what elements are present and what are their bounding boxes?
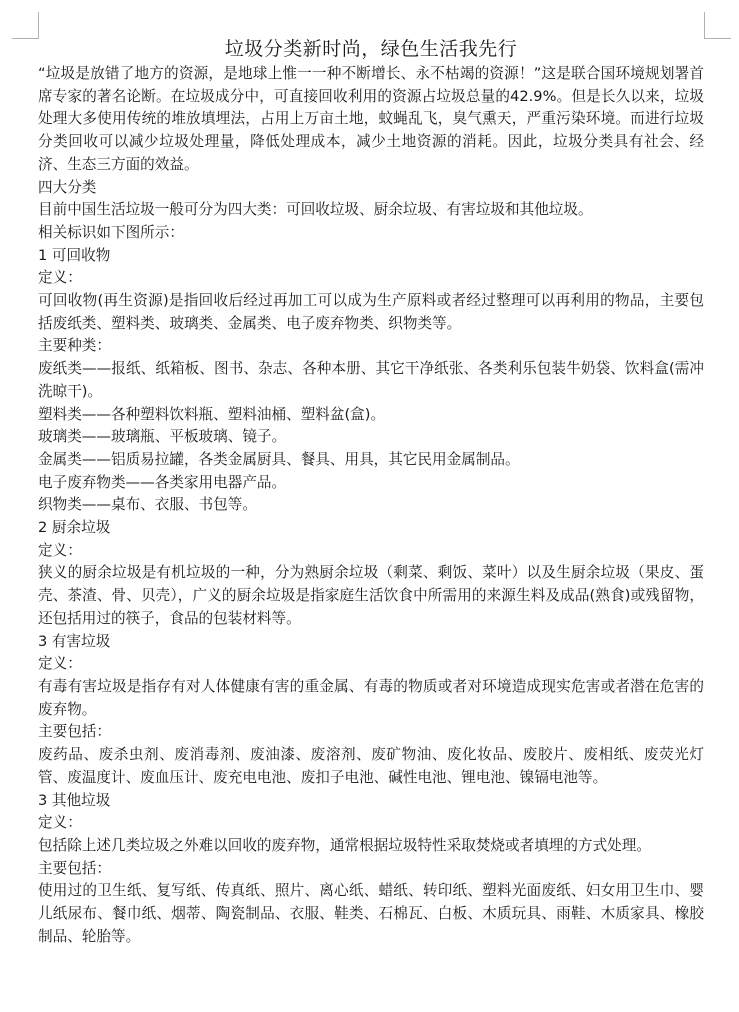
heading-other-waste: 3 其他垃圾 [38,791,111,809]
heading-kitchen-waste: 2 厨余垃圾 [38,519,111,537]
definition-label: 定义： [38,269,82,287]
intro-paragraph: “垃圾是放错了地方的资源，是地球上惟一一种不断增长、永不枯竭的资源！”这是联合国环境规划署首席专家的著名论断。在垃圾成分中，可直接回收利用的资源占垃圾总量的42.9%。但是长久以来，垃圾处理大多使用传统的堆放填埋法，占用上万亩土地，蚊蝇乱飞，臭气熏天，严重污染环境。而进行垃圾分类回收可以减少垃圾处理量，降低处理成本，减少土地资源的消耗。因此，垃圾分类具有社会、经济、生态三方面的效益。 [38,65,704,173]
categories-overview: 目前中国生活垃圾一般可分为四大类：可回收垃圾、厨余垃圾、有害垃圾和其他垃圾。 [38,201,593,219]
definition-label: 定义： [38,655,82,673]
other-waste-items: 使用过的卫生纸、复写纸、传真纸、照片、离心纸、蜡纸、转印纸、塑料光面废纸、妇女用卫生巾、婴儿纸尿布、餐巾纸、烟蒂、陶瓷制品、衣服、鞋类、石棉瓦、白板、木质玩具、雨鞋、木质家具、橡胶制品、轮胎等。 [38,882,704,945]
hazardous-waste-definition: 有毒有害垃圾是指存有对人体健康有害的重金属、有毒的物质或者对环境造成现实危害或者潜在危害的废弃物。 [38,677,704,718]
page-corner-mark-top-right [704,12,731,39]
paper-types: 废纸类——报纸、纸箱板、图书、杂志、各种本册、其它干净纸张、各类利乐包装牛奶袋、饮料盒(需冲洗晾干)。 [38,360,704,400]
glass-types: 玻璃类——玻璃瓶、平板玻璃、镜子。 [38,428,287,446]
plastic-types: 塑料类——各种塑料饮料瓶、塑料油桶、塑料盆(盒)。 [38,405,386,423]
section-heading-four-categories: 四大分类 [38,178,97,196]
definition-label: 定义： [38,814,82,832]
electronic-types: 电子废弃物类——各类家用电器产品。 [38,473,287,491]
main-types-label: 主要种类： [38,337,111,355]
heading-recyclables: 1 可回收物 [38,246,111,264]
textile-types: 织物类——桌布、衣服、书包等。 [38,496,257,514]
metal-types: 金属类——铝质易拉罐，各类金属厨具、餐具、用具，其它民用金属制品。 [38,450,520,468]
page-corner-mark-top-left [12,12,39,39]
definition-label: 定义： [38,541,82,559]
kitchen-waste-definition: 狭义的厨余垃圾是有机垃圾的一种，分为熟厨余垃圾（剩菜、剩饭、菜叶）以及生厨余垃圾（果皮、蛋壳、茶渣、骨、贝壳），广义的厨余垃圾是指家庭生活饮食中所需用的来源生料及成品(熟食)或残留物，还包括用过的筷子，食品的包装材料等。 [38,564,704,627]
main-includes-label: 主要包括： [38,723,111,741]
document-title: 垃圾分类新时尚，绿色生活我先行 [224,38,518,60]
heading-hazardous-waste: 3 有害垃圾 [38,632,111,650]
other-waste-definition: 包括除上述几类垃圾之外难以回收的废弃物，通常根据垃圾特性采取焚烧或者填埋的方式处理。 [38,836,651,854]
recyclables-definition: 可回收物(再生资源)是指回收后经过再加工可以成为生产原料或者经过整理可以再利用的物品，主要包括废纸类、塑料类、玻璃类、金属类、电子废弃物类、织物类等。 [38,292,704,332]
signs-note: 相关标识如下图所示： [38,223,184,241]
hazardous-waste-items: 废药品、废杀虫剂、废消毒剂、废油漆、废溶剂、废矿物油、废化妆品、废胶片、废相纸、废荧光灯管、废温度计、废血压计、废充电电池、废扣子电池、碱性电池、锂电池、镍镉电池等。 [38,746,704,786]
document-page [38,36,704,948]
main-includes-label: 主要包括： [38,859,111,877]
